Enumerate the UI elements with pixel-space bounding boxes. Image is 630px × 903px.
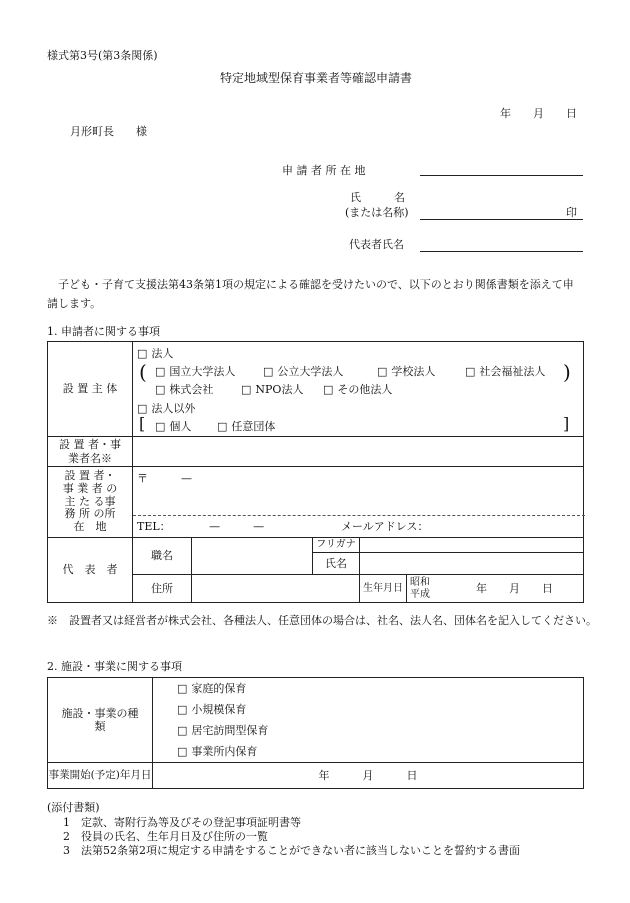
intro-text: 子ども・子育て支援法第43条第1項の規定による確認を受けたいので、以下のとおり関係書類を添えて申請します。 [47,278,574,310]
form-number: 様式第3号(第3条関係) [47,49,158,62]
name-label: 氏名 [313,553,360,575]
checkbox-corp-type-3[interactable]: □ 社会福祉法人 [465,366,545,377]
applicant-address-label: 申 請 者 所 在 地 [282,164,366,177]
checkbox-corp[interactable]: □ 法人 [137,348,173,359]
facility-type-options [153,678,584,763]
birth-date-field[interactable]: 年 月 日 [446,575,584,603]
section1-note: ※ 設置者又は経営者が株式会社、各種法人、任意団体の場合は、社名、法人名、団体名を記入してください。 [47,614,597,627]
furigana-label: フリガナ [313,538,360,553]
applicant-name-field[interactable] [420,219,583,220]
checkbox-corp-type-0[interactable]: □ 国立大学法人 [155,366,235,377]
date-field[interactable]: 年 月 日 [500,107,577,120]
start-date-field[interactable]: 年 月 日 [153,763,584,789]
applicant-table [47,341,584,603]
checkbox-corp-type-1[interactable]: □ 公立大学法人 [263,366,343,377]
era-showa: 昭和 [410,576,430,588]
bracket-right: ) [563,360,571,384]
applicant-name-label-sub: (または名称) [345,206,409,219]
attachment-item: 3 法第52条第2項に規定する申請をすることができない者に該当しないことを誓約する書面 [63,844,520,857]
attachments-heading: (添付書類) [47,801,100,814]
checkbox-corp-type-4[interactable]: □ 株式会社 [155,384,213,395]
section1-heading: 1. 申請者に関する事項 [47,325,160,338]
checkbox-noncorp-type-0[interactable]: □ 個人 [155,421,191,432]
seal-mark: 印 [566,206,577,219]
bracket-left-2: [ [139,414,146,433]
furigana-field[interactable] [360,538,584,553]
checkbox-corp-type-6[interactable]: □ その他法人 [323,384,392,395]
office-address-field[interactable] [133,467,584,538]
job-title-field[interactable] [192,538,313,575]
checkbox-noncorp-type-1[interactable]: □ 任意団体 [217,421,275,432]
operator-name-field[interactable] [133,437,584,467]
attachment-item: 2 役員の氏名、生年月日及び住所の一覧 [63,830,268,843]
representative-label: 代 表 者 [48,538,133,603]
addressee: 月形町長 様 [70,125,147,138]
checkbox-corp-type-5[interactable]: □ NPO法人 [241,384,303,395]
office-address-label: 設 置 者・事 業 者 の主 た る事 務 所 の所 在 地 [48,467,133,538]
form-title: 特定地域型保育事業者等確認申請書 [220,71,413,85]
era-heisei: 平成 [410,588,430,600]
representative-name-label: 代表者氏名 [349,238,404,251]
checkbox-type-1[interactable]: □ 小規模保育 [177,704,246,715]
address-label: 住所 [133,575,192,603]
facility-type-label: 施設・事業の種類 [48,678,153,763]
checkbox-type-3[interactable]: □ 事業所内保育 [177,746,257,757]
dashed-divider [133,515,585,516]
bracket-right-2: ] [563,414,570,433]
facility-table [47,677,584,789]
name-field[interactable] [360,553,584,575]
representative-name-field[interactable] [420,251,583,252]
attachment-item: 1 定款、寄附行為等及びその登記事項証明書等 [63,816,301,829]
email-label: メールアドレス： [341,520,429,533]
address-field[interactable] [192,575,360,603]
applicant-address-field[interactable] [420,175,583,176]
section2-heading: 2. 施設・事業に関する事項 [47,660,182,673]
checkbox-type-2[interactable]: □ 居宅訪問型保育 [177,725,268,736]
postal-code: 〒 — [137,472,192,485]
operator-name-label: 設 置 者・事業者名※ [48,437,133,467]
tel-label: TEL： — — [137,520,265,533]
founder-options [133,342,584,437]
founder-label: 設 置 主 体 [48,342,133,437]
checkbox-type-0[interactable]: □ 家庭的保育 [177,683,246,694]
checkbox-noncorp[interactable]: □ 法人以外 [137,403,195,414]
start-date-label: 事業開始(予定)年月日 [48,763,153,789]
bracket-left: ( [139,360,147,384]
job-title-label: 職名 [133,538,192,575]
checkbox-corp-type-2[interactable]: □ 学校法人 [377,366,435,377]
era-options[interactable] [407,575,447,603]
birth-label: 生年月日 [360,575,407,603]
applicant-name-label: 氏 名 [350,191,405,204]
